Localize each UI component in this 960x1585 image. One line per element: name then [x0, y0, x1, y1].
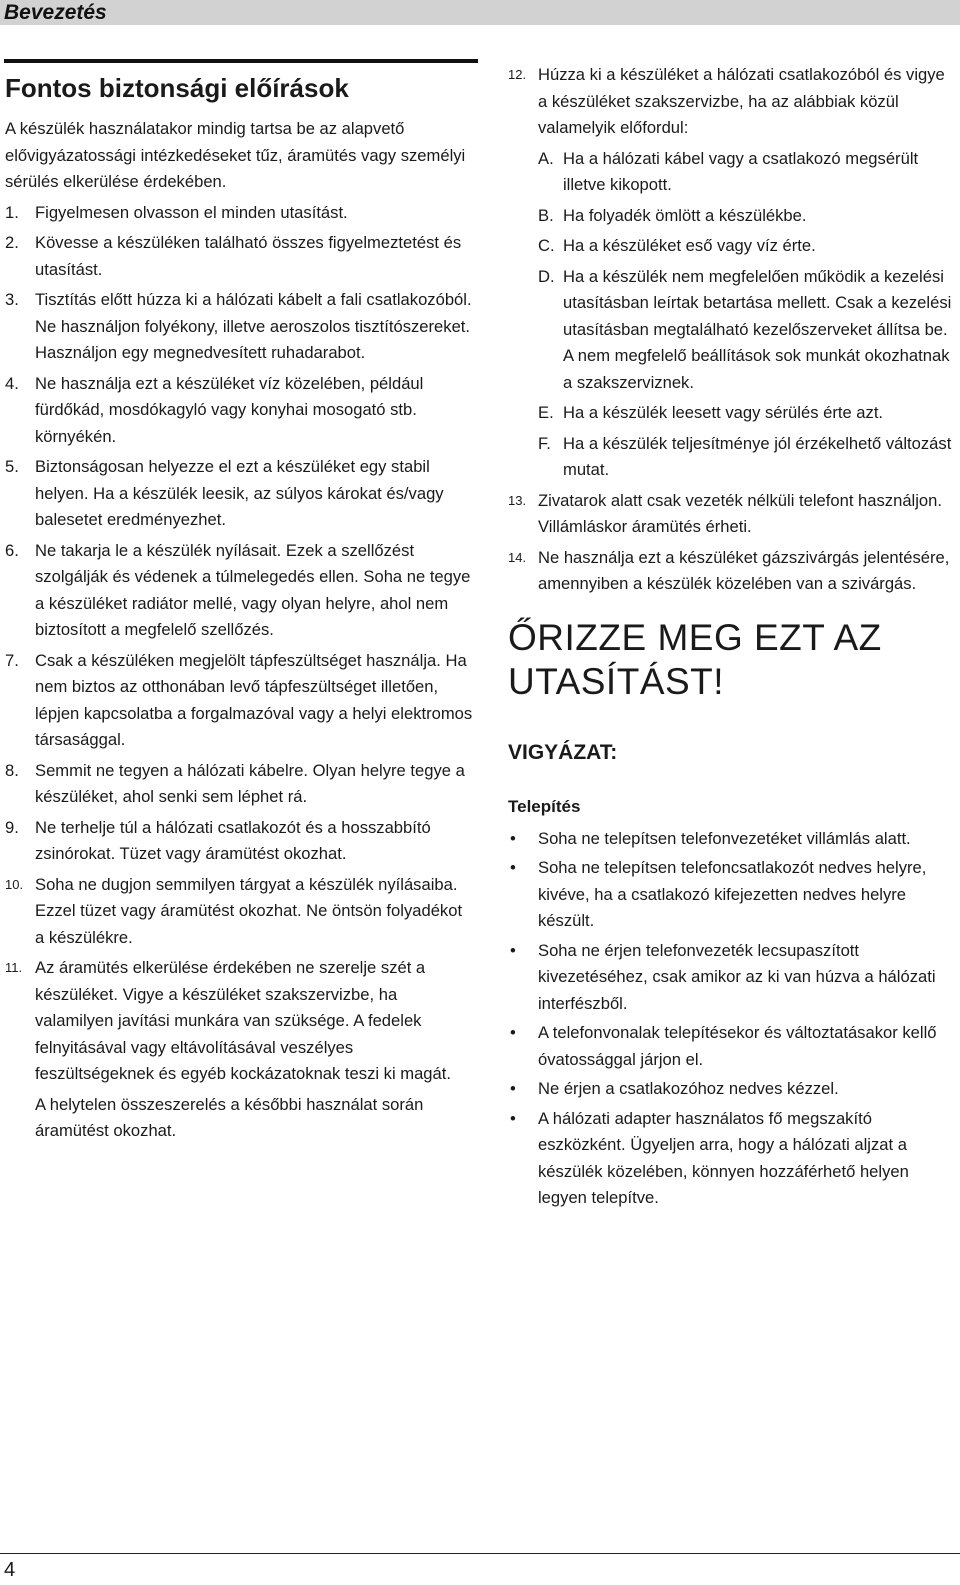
list-item	[508, 488, 952, 541]
item-text: Csak a készüléken megjelölt tápfeszültséget használja. Ha nem biztos az otthonában levő tápfeszültséget illetően, lépjen kapcsolatba a forgalmazóval vagy a helyi elektromos társasággal.	[35, 650, 473, 749]
list-item	[5, 648, 475, 754]
sub-item-text: Ha a készülék nem megfelelően működik a kezelési utasításban leírtak betartása mellett. Csak a kezelési utasításban megtalálható kezelőszerveket állítsa be. A nem megfelelő beállítások sok munkát okozhatnak a szakszerviznek.	[563, 266, 952, 392]
item-text: Tisztítás előtt húzza ki a hálózati kábelt a fali csatlakozóból. Ne használjon folyékony, illetve aeroszolos tisztítószereket. Használjon egy megnedvesített ruhadarabot.	[35, 290, 472, 362]
item-number: 5.	[5, 457, 19, 476]
item-number: 2.	[5, 233, 19, 252]
item-text: Zivatarok alatt csak vezeték nélküli telefont használjon. Villámláskor áramütés érheti.	[538, 490, 942, 536]
sub-item-letter: D.	[538, 266, 555, 286]
list-item	[5, 454, 475, 534]
item-number: 14.	[508, 549, 527, 565]
bullet-icon: •	[510, 1023, 516, 1042]
sub-item-letter: A.	[538, 148, 554, 168]
item-text: Ne használja ezt a készüléket víz közelében, például fürdőkád, mosdókagyló vagy konyhai mosogató stb. környékén.	[35, 373, 424, 446]
bullet-text: Soha ne telepítsen telefoncsatlakozót nedves helyre, kivéve, ha a csatlakozó kifejezetten nedves helyre készült.	[538, 858, 927, 930]
bullet-item	[508, 826, 952, 853]
sub-item-text: Ha a készülék teljesítménye jól érzékelhető változást mutat.	[563, 433, 952, 479]
sub-item	[508, 146, 952, 199]
list-item	[5, 815, 475, 868]
item-number: 1.	[5, 202, 19, 222]
bullet-text: Soha ne érjen telefonvezeték lecsupaszított kivezetéséhez, csak amikor az ki van húzva a hálózati interfészből.	[538, 940, 936, 1013]
list-item	[5, 955, 475, 1088]
bullet-text: Soha ne telepítsen telefonvezetéket villámlás alatt.	[538, 828, 911, 848]
item-number: 11.	[5, 960, 23, 975]
item-number: 4.	[5, 373, 19, 393]
bullet-text: A hálózati adapter használatos fő megszakító eszközként. Ügyeljen arra, hogy a hálózati aljzat a készülék közelében, könnyen hozzáférhető helyen legyen telepítve.	[538, 1108, 909, 1207]
sub-item	[508, 203, 952, 230]
caution-heading: VIGYÁZAT:	[508, 740, 618, 764]
item-text: Húzza ki a készüléket a hálózati csatlakozóból és vigye a készüléket szakszervizbe, ha az alábbiak közül valamelyik előfordul:	[538, 65, 945, 137]
page-number: 4	[4, 1559, 16, 1581]
list-item	[5, 872, 475, 952]
sub-item	[508, 264, 952, 397]
list-item	[5, 230, 475, 283]
install-heading: Telepítés	[508, 796, 581, 816]
sub-item-text: Ha a készüléket eső vagy víz érte.	[563, 236, 816, 255]
bullet-item	[508, 855, 952, 935]
item-text: Figyelmesen olvasson el minden utasítást.	[35, 202, 348, 222]
sub-item-letter: C.	[538, 236, 555, 255]
item-text: Ne használja ezt a készüléket gázszivárgás jelentésére, amennyiben a készülék közelében van a szivárgás.	[538, 547, 950, 593]
list-item	[5, 200, 475, 227]
item-number: 9.	[5, 817, 19, 837]
heading-rule	[4, 59, 478, 63]
bullet-item	[508, 1106, 952, 1212]
item-number: 12.	[508, 67, 527, 82]
sub-item-letter: B.	[538, 205, 554, 225]
list-item	[5, 758, 475, 811]
item-number: 13.	[508, 492, 527, 508]
list-item	[508, 62, 952, 142]
sub-item	[508, 233, 952, 260]
bullet-item	[508, 1020, 952, 1073]
sub-item-letter: E.	[538, 403, 554, 422]
left-column	[5, 64, 475, 1145]
item-number: 6.	[5, 540, 19, 560]
sub-item	[508, 400, 952, 427]
bullet-icon: •	[510, 940, 516, 960]
bullet-icon: •	[510, 1108, 516, 1128]
item-text: Ne takarja le a készülék nyílásait. Ezek a szellőzést szolgálják és védenek a túlmelegedés ellen. Soha ne tegye a készüléket radiátor mellé, vagy olyan helyre, ahol nem biztosított a megfelelő szellőzés.	[35, 540, 471, 639]
install-bullet-list	[508, 826, 952, 1212]
bullet-icon: •	[510, 858, 516, 877]
bullet-item	[508, 938, 952, 1018]
safety-list	[5, 200, 475, 1145]
list-item	[5, 371, 475, 451]
right-column	[508, 58, 952, 1212]
item-text: Az áramütés elkerülése érdekében ne szerelje szét a készüléket. Vigye a készüléket szakszervizbe, ha valamilyen javítási munkára van szüksége. A fedelek felnyitásával vagy eltávolításával veszélyes feszültségeknek és egyéb kockázatoknak teszi ki magát.	[35, 958, 451, 1083]
sub-item-text: Ha folyadék ömlött a készülékbe.	[563, 205, 807, 225]
item-text: Biztonságosan helyezze el ezt a készüléket egy stabil helyen. Ha a készülék leesik, az súlyos károkat és/vagy balesetet eredményezhet.	[35, 457, 444, 529]
item-number: 8.	[5, 760, 19, 780]
bullet-icon: •	[510, 828, 516, 848]
section-title: Bevezetés	[4, 1, 107, 24]
bullet-item	[508, 1076, 952, 1103]
intro-paragraph: A készülék használatakor mindig tartsa be az alapvető elővigyázatossági intézkedéseket tűz, áramütés vagy személyi sérülés elkerülése érdekében.	[5, 119, 466, 191]
sub-item	[508, 431, 952, 484]
list-item	[508, 545, 952, 598]
bullet-icon: •	[510, 1079, 516, 1098]
footer-rule	[0, 1553, 960, 1554]
item-number: 7.	[5, 650, 19, 670]
item-number: 3.	[5, 290, 19, 309]
item-note: A helytelen összeszerelés a későbbi használat során áramütést okozhat.	[35, 1094, 424, 1140]
sub-item-letter: F.	[538, 433, 551, 453]
list-item	[5, 538, 475, 644]
sub-item-text: Ha a hálózati kábel vagy a csatlakozó megsérült illetve kikopott.	[563, 148, 919, 194]
item-text: Semmit ne tegyen a hálózati kábelre. Olyan helyre tegye a készüléket, ahol senki sem léphet rá.	[35, 760, 465, 806]
bullet-text: Ne érjen a csatlakozóhoz nedves kézzel.	[538, 1079, 839, 1098]
item-number: 10.	[5, 876, 24, 892]
keep-instructions-heading: ŐRIZZE MEG EZT AZ UTASÍTÁST!	[508, 616, 882, 702]
page-heading: Fontos biztonsági előírások	[5, 73, 349, 103]
sub-item-text: Ha a készülék leesett vagy sérülés érte azt.	[563, 403, 884, 422]
item-text: Soha ne dugjon semmilyen tárgyat a készülék nyílásaiba. Ezzel tüzet vagy áramütést okozhat. Ne öntsön folyadékot a készülékre.	[35, 874, 463, 947]
list-item	[5, 287, 475, 367]
bullet-text: A telefonvonalak telepítésekor és változtatásakor kellő óvatossággal járjon el.	[538, 1023, 937, 1069]
item-text: Kövesse a készüléken található összes figyelmeztetést és utasítást.	[35, 233, 462, 279]
item-text: Ne terhelje túl a hálózati csatlakozót és a hosszabbító zsinórokat. Tüzet vagy áramütést okozhat.	[35, 817, 431, 863]
header-band	[0, 0, 960, 25]
